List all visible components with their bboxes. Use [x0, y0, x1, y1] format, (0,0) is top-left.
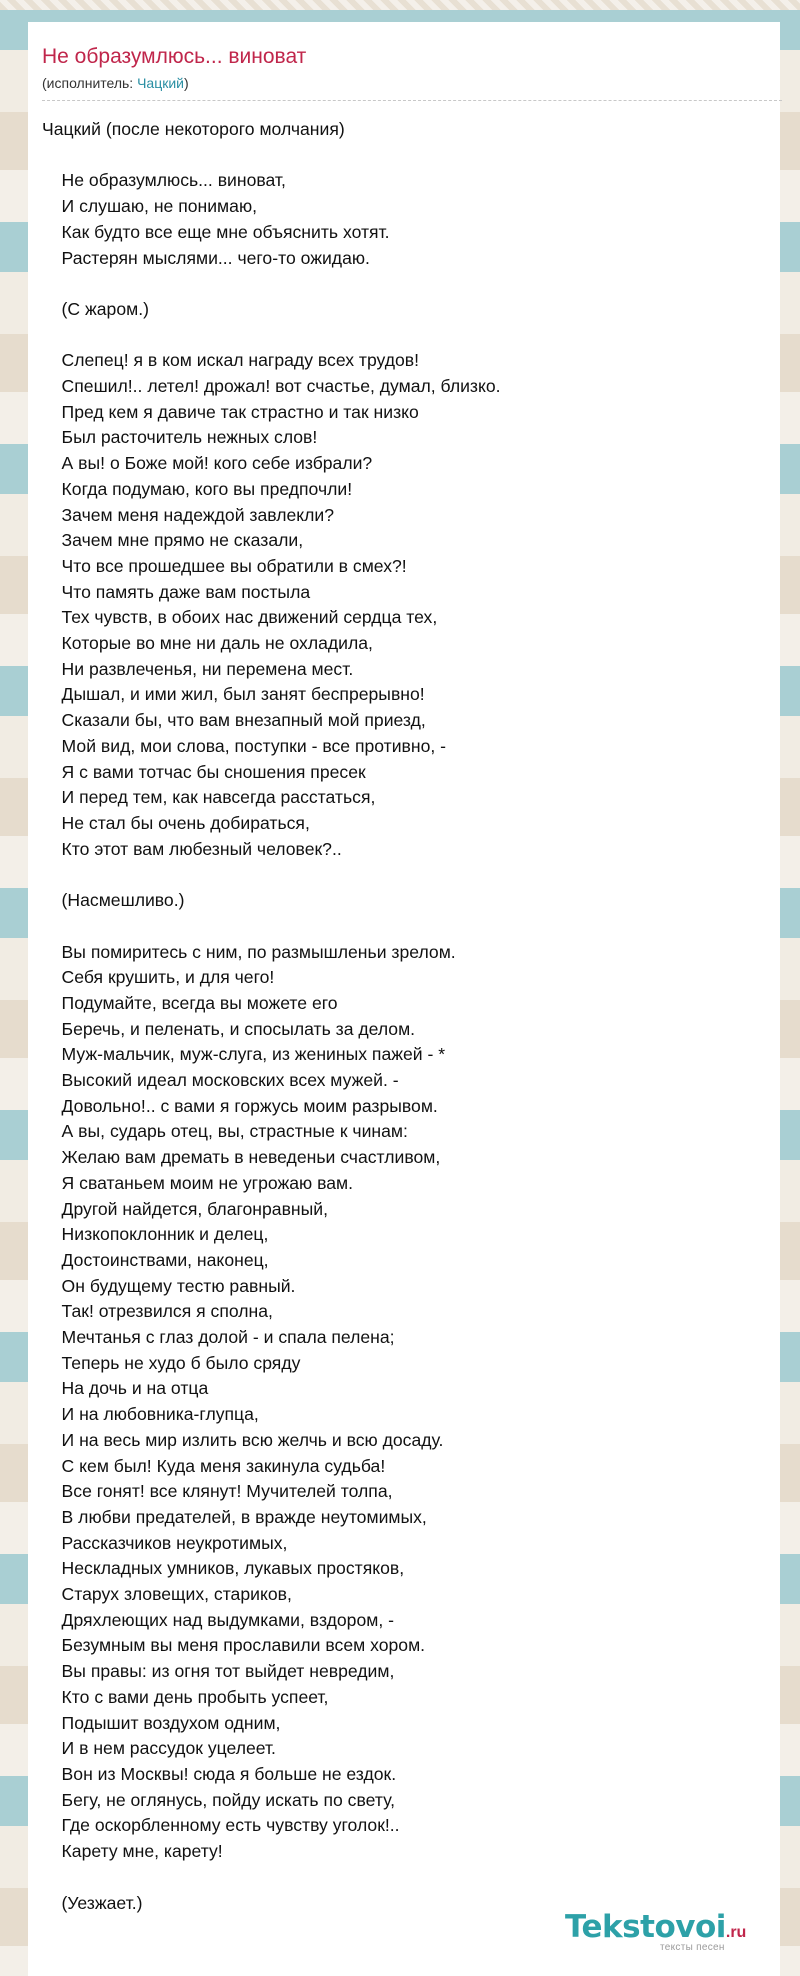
performer-suffix: )	[184, 75, 189, 91]
performer-line	[42, 74, 766, 92]
divider	[42, 100, 782, 101]
lyrics-text: Чацкий (после некоторого молчания) Не образумлюсь... виноват, И слушаю, не понимаю, Как будто все еще мне объяснить хотят. Растерян мыслями... чего-то ожидаю. (С жаром.) Слепец! я в ком искал награду всех трудов! Спешил!.. летел! дрожал! вот счастье, думал, близко. Пред кем я давиче так страстно и так низко Был расточитель нежных слов! А вы! о Боже мой! кого себе избрали? Когда подумаю, кого вы предпочли! Зачем меня надеждой завлекли? Зачем мне прямо не сказали, Что все прошедшее вы обратили в смех?! Что память даже вам постыла Тех чувств, в обоих нас движений сердца тех, Которые во мне ни даль не охладила, Ни развлеченья, ни перемена мест. Дышал, и ими жил, был занят беспрерывно! Сказали бы, что вам внезапный мой приезд, Мой вид, мои слова, поступки - все противно, - Я с вами тотчас бы сношения пресек И перед тем, как навсегда расстаться, Не стал бы очень добираться, Кто этот вам любезный человек?.. (Насмешливо.) Вы помиритесь с ним, по размышленьи зрелом. Себя крушить, и для чего! Подумайте, всегда вы можете его Беречь, и пеленать, и спосылать за делом. Муж-мальчик, муж-слуга, из жениных пажей - * Высокий идеал московских всех мужей. - Довольно!.. с вами я горжусь моим разрывом. А вы, сударь отец, вы, страстные к чинам: Желаю вам дремать в неведеньи счастливом, Я сватаньем моим не угрожаю вам. Другой найдется, благонравный, Низкопоклонник и делец, Достоинствами, наконец, Он будущему тестю равный. Так! отрезвился я сполна, Мечтанья с глаз долой - и спала пелена; Теперь не худо б было сряду На дочь и на отца И на любовника-глупца, И на весь мир излить всю желчь и всю досаду. С кем был! Куда меня закинула судьба! Все гонят! все клянут! Мучителей толпа, В любви предателей, в вражде неутомимых, Рассказчиков неукротимых, Нескладных умников, лукавых простяков, Старух зловещих, стариков, Дряхлеющих над выдумками, вздором, - Безумным вы меня прославили всем хором. Вы правы: из огня тот выйдет невредим, Кто с вами день пробыть успеет, Подышит воздухом одним, И в нем рассудок уцелеет. Вон из Москвы! сюда я больше не ездок. Бегу, не оглянусь, пойду искать по свету, Где оскорбленному есть чувству уголок!.. Карету мне, карету! (Уезжает.)	[42, 119, 501, 1913]
logo-tagline: тексты песен	[660, 1942, 725, 1953]
site-logo[interactable]	[565, 1910, 775, 1958]
lyrics-card	[28, 22, 780, 1976]
logo-name: Tekstovoi	[565, 1909, 726, 1945]
page-title: Не образумлюсь... виноват	[42, 45, 307, 68]
background-stripes	[0, 0, 800, 10]
logo-tld: .ru	[725, 1924, 747, 1941]
performer-prefix: (исполнитель:	[42, 75, 138, 91]
performer-link[interactable]: Чацкий	[137, 75, 184, 91]
